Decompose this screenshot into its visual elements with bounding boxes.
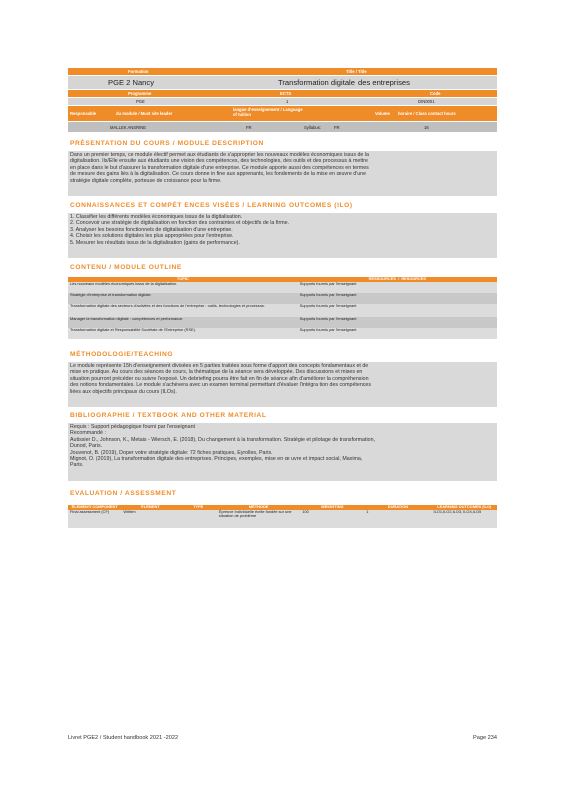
bibliography-line: Recommandé :: [70, 430, 106, 437]
topic-header: TOPIC: [68, 277, 298, 282]
resources-header-en: RESOURCES: [401, 276, 426, 281]
outcomes-heading: CONNAISSANCES ET COMPÉT ENCES VISÉES / LEARNING OUTCOMES (ILO): [70, 202, 353, 209]
outcome-item: 2. Concevoir une stratégie de digitalisation en fonction des contraintes et objectifs de la firme.: [70, 220, 290, 227]
table-row: [68, 304, 497, 317]
methodology-line: situation pourront précéder ou suivre l'exposé. Un debriefing pourra être fait en fin de séance afin d'améliorer la compréhension: [70, 375, 369, 382]
responsible-label: Responsable: [70, 111, 97, 116]
bibliography-heading: BIBLIOGRAPHIE / TEXTBOOK AND OTHER MATERIAL: [70, 412, 267, 419]
table-row: [68, 317, 497, 328]
outcome-item: 3. Analyser les besoins fonctionnels de digitalisation d'une entreprise.: [70, 226, 233, 233]
bibliography-line: Jouvenot, B. (2019), Doper votre stratégie digitale: 72 fiches pratiques, Eyrolles, Paris.: [70, 449, 273, 456]
ects-label: ECTS: [280, 91, 292, 96]
program-name: PGE 2 Nancy: [108, 78, 155, 87]
syllabus-language: FR: [334, 124, 340, 130]
resource-cell: Supports fournis par l'enseignant: [298, 293, 497, 304]
page-number: Page 234: [473, 735, 497, 741]
header-row-title: [68, 76, 497, 89]
eval-header-type: TYPE: [179, 505, 216, 510]
outcome-item: 1. Classifier les différents modèles économiques issus de la digitalisation.: [70, 214, 243, 220]
page-footer: [68, 735, 497, 741]
hours-value: 16: [424, 124, 429, 130]
eval-weighting: 100: [300, 510, 364, 528]
ects-value: 1: [286, 99, 289, 104]
footer-handbook: Livret PGE2 / Student handbook 2021 -2022: [68, 735, 179, 741]
resource-cell: Supports fournis par l'enseignant: [298, 317, 497, 328]
presentation-line: stratégie digitale complète, porteuse de croissance pour la firme.: [70, 177, 222, 184]
methodology-text: [68, 362, 497, 407]
hours-label: horaire / Class contact hours: [398, 111, 456, 116]
volume-label: Volume: [375, 111, 390, 116]
methodology-line: Le module représente 15h d'enseignement divisées en 5 parties traitées sous forme d'apport des concepts fondamentaux et de: [70, 363, 369, 369]
code-value: DIN0001: [418, 99, 435, 104]
outcome-item: 5. Mesurer les résultats issus de la digitalisation (gains de performance).: [70, 239, 240, 246]
outcomes-list: [68, 213, 497, 258]
resource-cell: Supports fournis par l'enseignant: [298, 328, 497, 339]
eval-header-duration: DURATION: [364, 505, 431, 510]
header-row-programme-labels: [68, 90, 497, 97]
header-row-responsible-labels: [68, 106, 497, 121]
eval-header-weighting: WEIGHTING: [300, 505, 364, 510]
eval-type: [179, 510, 216, 528]
eval-method: Épreuve Individuelle écrite fondée sur une situation de problème: [217, 510, 300, 528]
topic-cell: Les nouveaux modèles économiques issus de la digitalisation.: [68, 282, 298, 293]
bibliography-text: [68, 423, 497, 481]
resources-header-fr: RESSOURCES: [368, 276, 396, 281]
presentation-text: [68, 151, 497, 196]
programme-label: Programme: [128, 91, 152, 96]
bibliography-line: Dunod, Paris.: [70, 443, 103, 450]
topic-cell: Manager la transformation digitale : compétences et performance: [68, 317, 298, 328]
bibliography-line: Paris.: [70, 462, 84, 469]
bibliography-line: Mignot, O. (2019), La transformation digitale des entreprises. Principes, exemples, mise en œ uvre et impact social, Maxima,: [70, 456, 363, 463]
resource-cell: Supports fournis par l'enseignant: [298, 304, 497, 317]
responsible-name: MALLEK ANSRINE: [110, 124, 147, 130]
methodology-heading: MÉTHODOLOGIE/TEACHING: [70, 351, 174, 358]
evaluation-heading: EVALUATION / ASSESSMENT: [70, 490, 177, 497]
table-row: [68, 282, 497, 293]
language-label: langue d'enseignement / Language of tuition: [233, 107, 303, 117]
header-row-programme-values: [68, 98, 497, 105]
presentation-line: digitalisation. Ils/Elle ensuite aux étudiants une vision des compétences, des technologies, des outils et des processus à mettre: [70, 158, 368, 165]
header-row-labels: [68, 68, 497, 75]
table-row: [68, 293, 497, 304]
eval-header-element: ÉLÉMENT: [121, 505, 179, 510]
eval-header-method: MÉTHODE: [217, 505, 300, 510]
methodology-line: liées aux objectifs principaux du cours (ILOs).: [70, 388, 177, 395]
methodology-line: des notions fondamentales. Le module s'achèvera avec un examen terminal permettant d'évaluer l'intégra tion des compétences: [70, 382, 372, 389]
topic-cell: Transformation digitale des secteurs d'activités et des fonctions de l'entreprise : outils, technologies et processus.: [68, 304, 298, 317]
bibliography-line: Autissier D., Johnson, K., Metais - Wiersch, E. (2018), Du changement à la transformation. Stratégie et pilotage de transformation,: [70, 436, 376, 443]
eval-component: Final assessment (CF): [68, 510, 121, 528]
topic-cell: Transformation digitale et Responsabilité Sociétale de l'Entreprise (RSE).: [68, 328, 298, 339]
formation-label: Formation: [128, 69, 149, 74]
table-row: [68, 328, 497, 339]
resource-cell: Supports fournis par l'enseignant: [298, 282, 497, 293]
title-label: Title / Title: [346, 69, 367, 74]
evaluation-table: [68, 505, 497, 528]
code-label: Code: [430, 91, 441, 96]
programme-value: PGE: [136, 99, 145, 104]
outline-heading: CONTENU / MODULE OUTLINE: [70, 264, 182, 271]
eval-header-outcomes: LEARNING OUTCOMES (ILO): [432, 505, 497, 510]
eval-header-component: ÉLÉMENT/ COMPONENT: [68, 505, 121, 510]
language-value: FR: [246, 124, 252, 130]
module-label: du module / Must site leader: [116, 111, 173, 116]
presentation-line: de mesure des gains liés à la digitalisation. Ce cours donne in fine aux apprenants, les fondements de la mise en œuvre d'une: [70, 171, 367, 178]
syllabus-label: Syllabus:: [304, 124, 321, 130]
topic-cell: Stratégie d'entreprise et transformation digitale.: [68, 293, 298, 304]
eval-element: Written: [121, 510, 179, 528]
outcome-item: 4. Choisir les solutions digitales les plus appropriées pour l'entreprise.: [70, 233, 234, 240]
resources-header: RESSOURCES / RESOURCES: [298, 277, 497, 282]
presentation-heading: PRÉSENTATION DU COURS / MODULE DESCRIPTION: [70, 140, 264, 147]
bibliography-line: Requis : Support pédagogique fourni par l'enseignant: [70, 424, 195, 430]
presentation-line: en place dans le but d'assurer la transformation digitale d'une entreprise. Ce module apporte aussi des compétences en termes: [70, 164, 369, 171]
course-title-suffix: des entreprises: [358, 78, 410, 87]
eval-duration: 1: [364, 510, 431, 528]
presentation-line: Dans un premier temps, ce module électif permet aux étudiants de s'approprier les nouveaux modèles économiques issus de la: [70, 152, 369, 158]
table-row: [68, 510, 497, 528]
methodology-line: mise en pratique. Au cours des séances de cours, la thématique de la séance sera développée. Des discussions et mises en: [70, 369, 363, 376]
outline-table: [68, 277, 497, 339]
header-row-responsible-values: [68, 122, 497, 132]
course-title: Transformation digitale: [278, 78, 355, 87]
eval-outcomes: ILO1,ILO2,ILO3, ILO4,ILO5: [432, 510, 497, 528]
